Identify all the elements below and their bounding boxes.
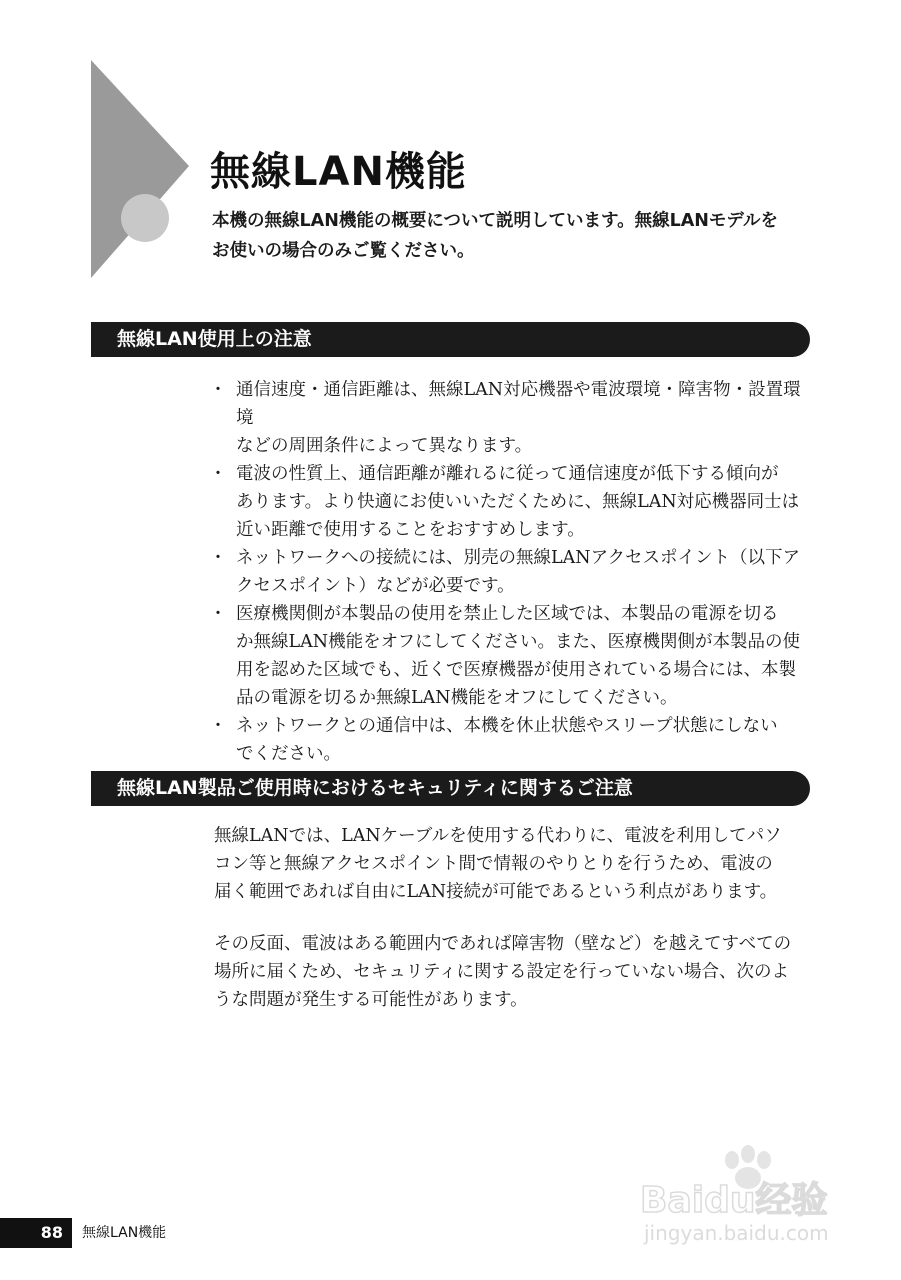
- item-line: 医療機関側が本製品の使用を禁止した区域では、本製品の電源を切る: [236, 604, 779, 624]
- item-line: 通信速度・通信距離は、無線LAN対応機器や電波環境・障害物・設置環境: [236, 380, 801, 428]
- bullet-mark: ・: [209, 716, 227, 736]
- item-line: 用を認めた区域でも、近くで医療機器が使用されている場合には、本製: [236, 660, 796, 680]
- list-item: [208, 600, 812, 712]
- item-line: ネットワークへの接続には、別売の無線LANアクセスポイント（以下ア: [236, 548, 801, 568]
- item-line: 電波の性質上、通信距離が離れるに従って通信速度が低下する傾向が: [236, 464, 779, 484]
- circle-shape: [121, 194, 169, 242]
- running-title: 無線LAN機能: [82, 1225, 167, 1241]
- usage-notes-list: [208, 376, 812, 768]
- para-line: コン等と無線アクセスポイント間で情報のやりとりを行うため、電波の: [214, 854, 773, 874]
- section-heading-security: 無線LAN製品ご使用時におけるセキュリティに関するご注意: [91, 771, 810, 806]
- list-item: [208, 460, 812, 544]
- bullet-mark: ・: [209, 464, 227, 484]
- list-item: [208, 376, 812, 460]
- item-line: 近い距離で使用することをおすすめします。: [236, 520, 585, 540]
- bullet-mark: ・: [209, 548, 227, 568]
- para-line: 無線LANでは、LANケーブルを使用する代わりに、電波を利用してパソ: [214, 826, 782, 846]
- item-line: でください。: [236, 744, 341, 764]
- security-paragraph: [214, 822, 812, 906]
- para-line: その反面、電波はある範囲内であれば障害物（壁など）を越えてすべての: [214, 934, 792, 954]
- item-line: か無線LAN機能をオフにしてください。また、医療機関側が本製品の使: [236, 632, 801, 652]
- item-line: あります。より快適にお使いいただくために、無線LAN対応機器同士は: [236, 492, 800, 512]
- watermark-url: jingyan.baidu.com: [644, 1221, 829, 1245]
- item-line: ネットワークとの通信中は、本機を休止状態やスリープ状態にしない: [236, 716, 778, 736]
- bullet-mark: ・: [209, 604, 227, 624]
- para-line: 届く範囲であれば自由にLAN接続が可能であるという利点があります。: [214, 882, 778, 902]
- para-line: うな問題が発生する可能性があります。: [214, 990, 528, 1010]
- baidu-watermark: [640, 1140, 860, 1250]
- item-line: 品の電源を切るか無線LAN機能をオフにしてください。: [236, 688, 678, 708]
- chapter-intro: [212, 206, 812, 266]
- item-line: クセスポイント）などが必要です。: [236, 576, 515, 596]
- item-line: などの周囲条件によって異なります。: [236, 436, 533, 456]
- list-item: [208, 544, 812, 600]
- intro-line: 本機の無線LAN機能の概要について説明しています。無線LANモデルを: [212, 211, 779, 231]
- chapter-decoration-triangle: [91, 60, 191, 280]
- security-paragraph: [214, 930, 812, 1014]
- triangle-shape: [91, 60, 189, 278]
- para-line: 場所に届くため、セキュリティに関する設定を行っていない場合、次のよ: [214, 962, 790, 982]
- bullet-mark: ・: [209, 380, 227, 400]
- list-item: [208, 712, 812, 768]
- watermark-brand: Baidu经验: [640, 1180, 828, 1221]
- page-number: 88: [0, 1218, 72, 1248]
- chapter-title: 無線LAN機能: [210, 149, 467, 195]
- section-heading-wireless-usage: 無線LAN使用上の注意: [91, 322, 810, 357]
- intro-line: お使いの場合のみご覧ください。: [212, 241, 475, 261]
